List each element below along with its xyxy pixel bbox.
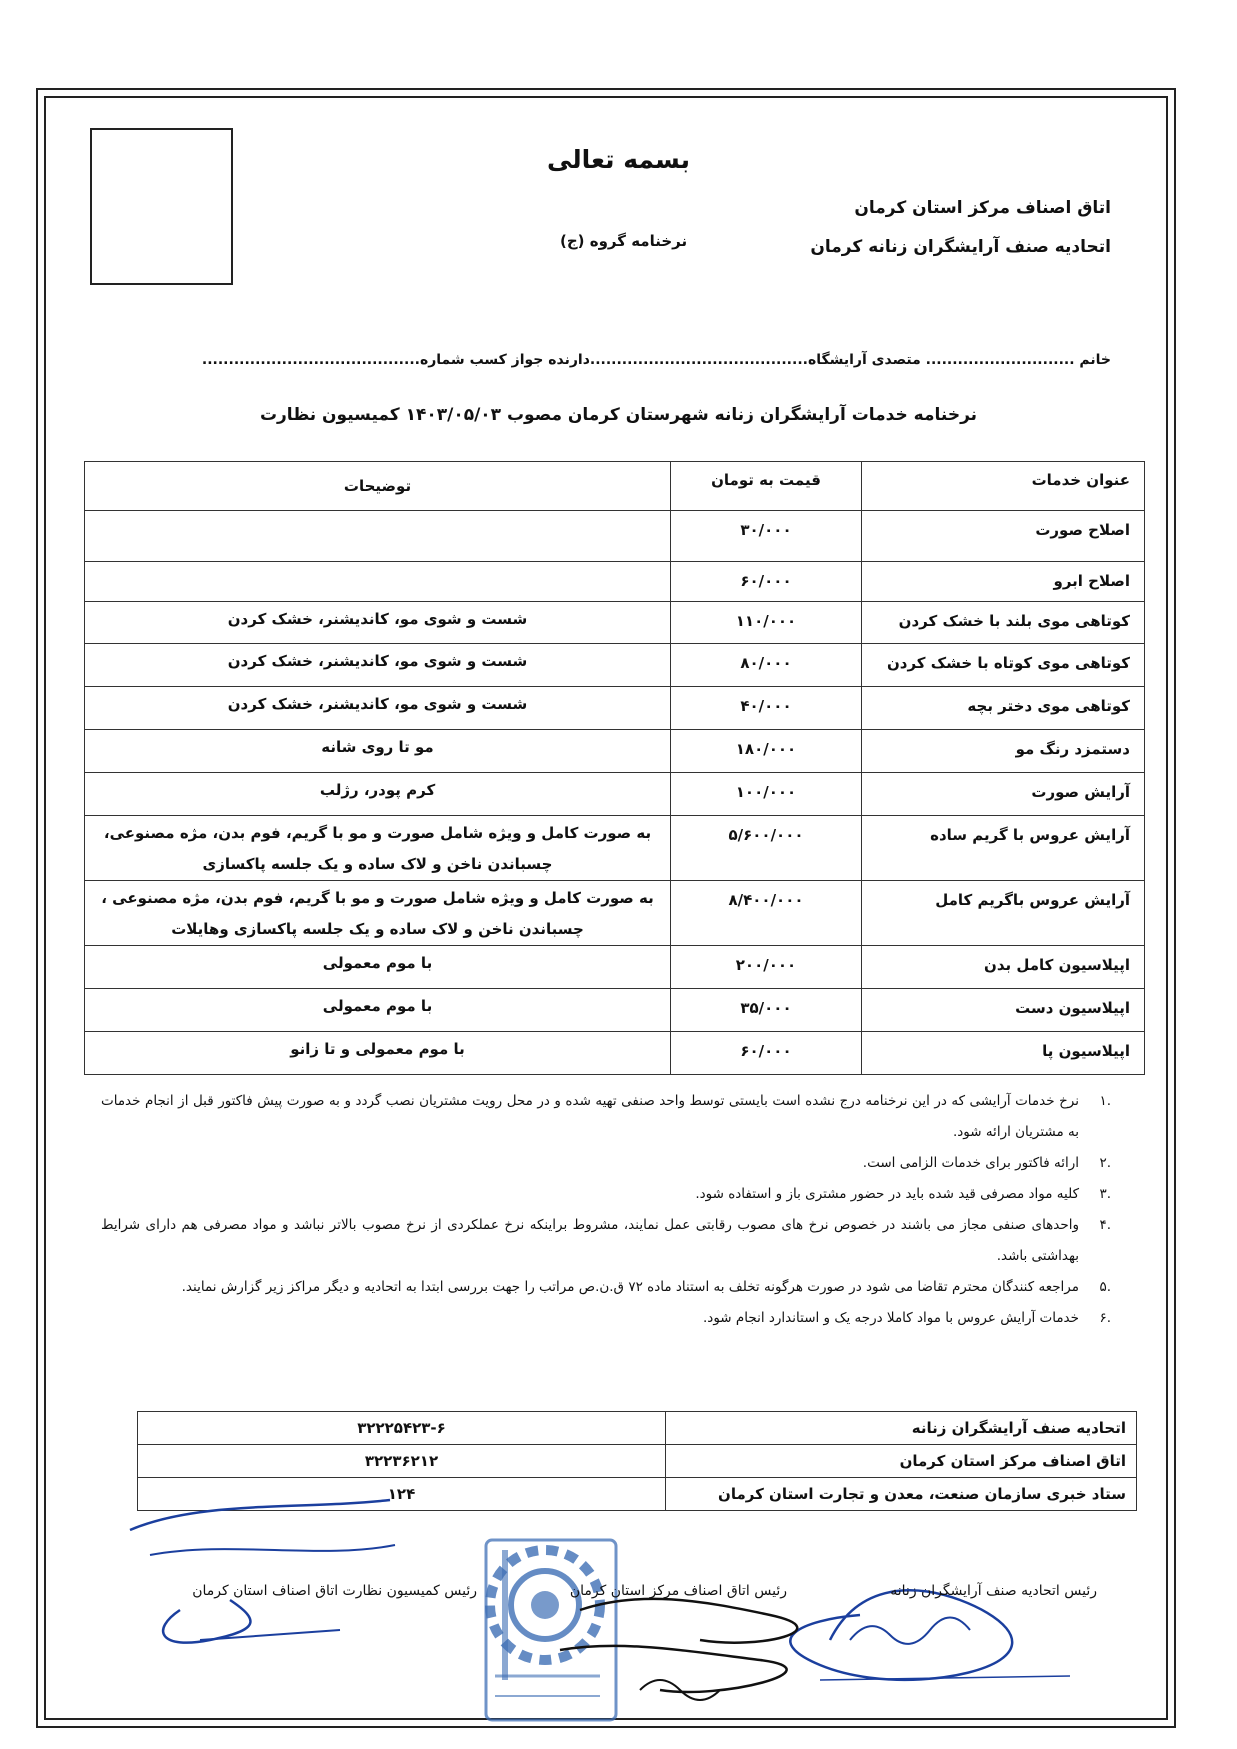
bismillah-heading: بسمه تعالی	[546, 145, 691, 174]
header-service: عنوان خدمات	[862, 462, 1145, 511]
service-name: اپیلاسیون دست	[862, 989, 1145, 1032]
service-name: اپیلاسیون کامل بدن	[862, 946, 1145, 989]
service-name: اپیلاسیون پا	[862, 1032, 1145, 1075]
note-number: .۳	[1099, 1186, 1111, 1202]
service-price: ۳۰/۰۰۰	[671, 511, 862, 562]
service-desc: مو تا روی شانه	[85, 730, 671, 773]
notes-list	[101, 1086, 1111, 1334]
note-text: کلیه مواد مصرفی قید شده باید در حضور مشتری باز و استفاده شود.	[695, 1186, 1079, 1202]
service-name: آرایش صورت	[862, 773, 1145, 816]
service-name: دستمزد رنگ مو	[862, 730, 1145, 773]
table-row	[85, 644, 1145, 687]
table-row	[85, 989, 1145, 1032]
table-row	[85, 1032, 1145, 1075]
contact-row	[138, 1445, 1137, 1478]
service-price: ۴۰/۰۰۰	[671, 687, 862, 730]
note-text: واحدهای صنفی مجاز می باشند در خصوص نرخ های مصوب رقابتی عمل نمایند، مشروط براینکه نرخ عملکردی از نرخ مصوب بالاتر نباشد و مواد مصرفی هم دارای شرایط بهداشتی باشد.	[101, 1217, 1079, 1264]
service-desc: به صورت کامل و ویژه شامل صورت و مو با گریم، فوم بدن، مژه مصنوعی ، چسباندن ناخن و لاک ساده و یک جلسه پاکسازی وهایلات	[85, 881, 671, 946]
note-number: .۴	[1099, 1217, 1111, 1233]
service-name: آرایش عروس با گریم ساده	[862, 816, 1145, 881]
contacts-table	[137, 1411, 1137, 1511]
service-price: ۸۰/۰۰۰	[671, 644, 862, 687]
contact-number: ۱۲۴	[138, 1478, 666, 1511]
service-desc: به صورت کامل و ویژه شامل صورت و مو با گریم، فوم بدن، مژه مصنوعی، چسباندن ناخن و لاک ساده و یک جلسه پاکسازی	[85, 816, 671, 881]
table-row	[85, 816, 1145, 881]
note-text: ارائه فاکتور برای خدمات الزامی است.	[862, 1155, 1079, 1171]
group-label: نرخنامه گروه (ج)	[560, 232, 688, 250]
table-row	[85, 687, 1145, 730]
note-item	[101, 1086, 1111, 1148]
commission-head-title: رئیس کمیسیون نظارت اتاق اصناف استان کرمان	[192, 1583, 477, 1599]
service-desc	[85, 511, 671, 562]
service-name: کوتاهی موی کوتاه با خشک کردن	[862, 644, 1145, 687]
org-chamber: اتاق اصناف مرکز استان کرمان	[854, 198, 1111, 218]
service-name: کوتاهی موی بلند با خشک کردن	[862, 602, 1145, 644]
service-desc: شست و شوی مو، کاندیشنر، خشک کردن	[85, 687, 671, 730]
note-item	[101, 1179, 1111, 1210]
table-row	[85, 602, 1145, 644]
service-price: ۱۱۰/۰۰۰	[671, 602, 862, 644]
contact-number: ۳۲۲۳۶۲۱۲	[138, 1445, 666, 1478]
table-row	[85, 881, 1145, 946]
note-text: مراجعه کنندگان محترم تقاضا می شود در صورت هرگونه تخلف به استناد ماده ۷۲ ق.ن.ص مراتب را جهت بررسی ابتدا به اتحادیه و دیگر مراکز زیر گزارش نمایند.	[181, 1279, 1079, 1295]
service-price: ۱۸۰/۰۰۰	[671, 730, 862, 773]
service-desc: با موم معمولی	[85, 946, 671, 989]
contact-number: ۳۲۲۲۵۴۲۳-۶	[138, 1412, 666, 1445]
price-table	[84, 461, 1145, 1075]
service-price: ۵/۶۰۰/۰۰۰	[671, 816, 862, 881]
service-desc	[85, 562, 671, 602]
service-desc: با موم معمولی	[85, 989, 671, 1032]
table-header-row	[85, 462, 1145, 511]
service-name: اصلاح صورت	[862, 511, 1145, 562]
service-price: ۶۰/۰۰۰	[671, 1032, 862, 1075]
header-desc: توضیحات	[85, 462, 671, 511]
service-price: ۶۰/۰۰۰	[671, 562, 862, 602]
service-desc: شست و شوی مو، کاندیشنر، خشک کردن	[85, 644, 671, 687]
note-number: .۶	[1099, 1310, 1111, 1326]
service-desc: با موم معمولی و تا زانو	[85, 1032, 671, 1075]
service-name: اصلاح ابرو	[862, 562, 1145, 602]
service-price: ۱۰۰/۰۰۰	[671, 773, 862, 816]
service-price: ۳۵/۰۰۰	[671, 989, 862, 1032]
contact-row	[138, 1412, 1137, 1445]
table-row	[85, 511, 1145, 562]
note-item	[101, 1272, 1111, 1303]
note-number: .۲	[1099, 1155, 1111, 1171]
note-number: .۱	[1099, 1093, 1111, 1109]
org-union: اتحادیه صنف آرایشگران زنانه کرمان	[810, 237, 1111, 257]
service-price: ۸/۴۰۰/۰۰۰	[671, 881, 862, 946]
contact-name: اتاق اصناف مرکز استان کرمان	[666, 1445, 1137, 1478]
table-row	[85, 773, 1145, 816]
note-item	[101, 1210, 1111, 1272]
service-desc: کرم پودر، رژلب	[85, 773, 671, 816]
contact-name: ستاد خبری سازمان صنعت، معدن و تجارت استان کرمان	[666, 1478, 1137, 1511]
table-row	[85, 562, 1145, 602]
document-title: نرخنامه خدمات آرایشگران زنانه شهرستان کرمان مصوب ۱۴۰۳/۰۵/۰۳ کمیسیون نظارت	[259, 405, 978, 425]
fill-in-line: خانم ............................ متصدی آرایشگاه.........................................دارنده جواز کسب شماره.........................................	[201, 352, 1111, 368]
service-name: کوتاهی موی دختر بچه	[862, 687, 1145, 730]
chamber-head-title: رئیس اتاق اصناف مرکز استان کرمان	[569, 1583, 787, 1599]
note-item	[101, 1303, 1111, 1334]
note-text: نرخ خدمات آرایشی که در این نرخنامه درج نشده است بایستی توسط واحد صنفی تهیه شده و در محل رویت مشتریان نصب گردد و به صورت پیش فاکتور قبل از انجام خدمات به مشتریان ارائه شود.	[101, 1093, 1079, 1140]
service-price: ۲۰۰/۰۰۰	[671, 946, 862, 989]
note-item	[101, 1148, 1111, 1179]
note-text: خدمات آرایش عروس با مواد کاملا درجه یک و استاندارد انجام شود.	[703, 1310, 1079, 1326]
table-row	[85, 946, 1145, 989]
table-row	[85, 730, 1145, 773]
contact-row	[138, 1478, 1137, 1511]
service-desc: شست و شوی مو، کاندیشنر، خشک کردن	[85, 602, 671, 644]
note-number: .۵	[1099, 1279, 1111, 1295]
contact-name: اتحادیه صنف آرایشگران زنانه	[666, 1412, 1137, 1445]
union-head-title: رئیس اتحادیه صنف آرایشگران زنانه	[890, 1583, 1097, 1599]
service-name: آرایش عروس باگریم کامل	[862, 881, 1145, 946]
header-price: قیمت به تومان	[671, 462, 862, 511]
